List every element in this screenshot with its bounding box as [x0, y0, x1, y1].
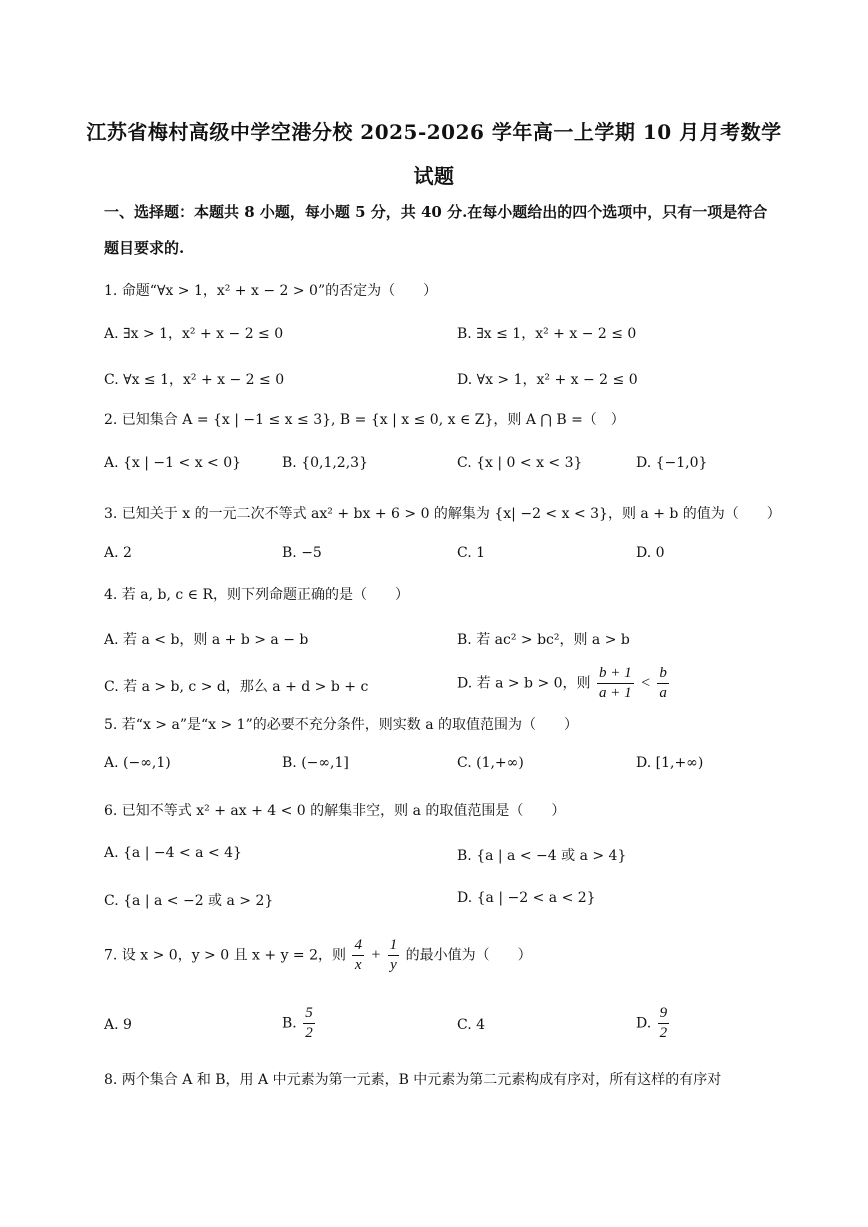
fraction-numerator: 1 [388, 936, 400, 956]
q1-option-a: A. ∃x > 1，x² + x − 2 ≤ 0 [104, 326, 284, 342]
q4d-relation: < [640, 674, 651, 692]
fraction-numerator: b [657, 664, 669, 684]
q4-option-a: A. 若 a < b，则 a + b > a − b [104, 632, 309, 648]
q4-option-c: C. 若 a > b, c > d，那么 a + d > b + c [104, 679, 369, 695]
q7-plus: + [370, 946, 382, 964]
page-title: 江苏省梅村高级中学空港分校 2025-2026 学年高一上学期 10 月月考数学 [86, 120, 782, 144]
fraction-numerator: 5 [303, 1004, 315, 1024]
q7-option-d [636, 1004, 671, 1043]
fraction-numerator: 4 [352, 936, 364, 956]
q7-option-d-label: D. [636, 1015, 652, 1032]
q3-option-d: D. 0 [636, 545, 665, 561]
fraction-numerator: 9 [658, 1004, 670, 1024]
q7-stem-end: 的最小值为（ ） [405, 947, 532, 964]
q7-option-a: A. 9 [104, 1017, 132, 1033]
q7-stem-start: 7. 设 x > 0，y > 0 且 x + y = 2，则 [104, 947, 347, 964]
q5-option-b: B. (−∞,1] [282, 755, 349, 771]
q7-fraction-1 [352, 936, 364, 975]
q7-option-b-label: B. [282, 1015, 297, 1032]
q5-option-d: D. [1,+∞) [636, 755, 704, 771]
q7b-fraction [303, 1004, 315, 1043]
section-heading: 一、选择题：本题共 8 小题，每小题 5 分，共 40 分.在每小题给出的四个选项中，只有一项是符合题目要求的. [104, 203, 768, 257]
question-2: 2. 已知集合 A = {x | −1 ≤ x ≤ 3}, B = {x | x ≤ 0, x ∈ Z}，则 A ⋂ B =（ ） [104, 412, 625, 428]
q6-option-c: C. {a | a < −2 或 a > 2} [104, 893, 274, 909]
question-3: 3. 已知关于 x 的一元二次不等式 ax² + bx + 6 > 0 的解集为 {x| −2 < x < 3}，则 a + b 的值为（ ） [104, 506, 781, 522]
q2-option-a: A. {x | −1 < x < 0} [104, 455, 242, 471]
q6-option-d: D. {a | −2 < a < 2} [457, 890, 596, 906]
q1-option-d: D. ∀x > 1，x² + x − 2 ≤ 0 [457, 372, 638, 388]
question-1: 1. 命题“∀x > 1，x² + x − 2 > 0”的否定为（ ） [104, 283, 438, 299]
q4-option-d [457, 664, 671, 703]
q4d-left-fraction [597, 664, 634, 703]
question-6: 6. 已知不等式 x² + ax + 4 < 0 的解集非空，则 a 的取值范围是（ ） [104, 803, 566, 819]
q7-option-b [282, 1004, 317, 1043]
fraction-numerator: b + 1 [597, 664, 634, 684]
q3-option-c: C. 1 [457, 545, 486, 561]
q7-option-c: C. 4 [457, 1017, 486, 1033]
fraction-denominator: 2 [659, 1025, 668, 1041]
q4-option-d-label: D. 若 a > b > 0，则 [457, 675, 591, 692]
q6-option-b: B. {a | a < −4 或 a > 4} [457, 848, 627, 864]
q7d-fraction [658, 1004, 670, 1043]
q5-option-a: A. (−∞,1) [104, 755, 171, 771]
q7-fraction-2 [388, 936, 400, 975]
q2-option-b: B. {0,1,2,3} [282, 455, 368, 471]
q6-option-a: A. {a | −4 < a < 4} [104, 845, 242, 861]
q2-option-d: D. {−1,0} [636, 455, 708, 471]
q1-option-b: B. ∃x ≤ 1，x² + x − 2 ≤ 0 [457, 326, 637, 342]
q3-option-b: B. −5 [282, 545, 322, 561]
fraction-denominator: y [390, 957, 397, 973]
question-5: 5. 若“x > a”是“x > 1”的必要不充分条件，则实数 a 的取值范围为（ ） [104, 717, 578, 733]
q4d-right-fraction [657, 664, 669, 703]
question-7 [104, 936, 784, 975]
fraction-denominator: a + 1 [599, 685, 632, 701]
q3-option-a: A. 2 [104, 545, 132, 561]
question-4: 4. 若 a, b, c ∈ R，则下列命题正确的是（ ） [104, 587, 410, 603]
q2-option-c: C. {x | 0 < x < 3} [457, 455, 583, 471]
fraction-denominator: x [354, 957, 362, 973]
q1-option-c: C. ∀x ≤ 1，x² + x − 2 ≤ 0 [104, 372, 285, 388]
q4-option-b: B. 若 ac² > bc²，则 a > b [457, 632, 630, 648]
question-8: 8. 两个集合 A 和 B，用 A 中元素为第一元素，B 中元素为第二元素构成有序对，所有这样的有序对 [104, 1072, 722, 1088]
fraction-denominator: a [659, 685, 667, 701]
page-title-line2: 试题 [413, 164, 455, 188]
fraction-denominator: 2 [305, 1025, 313, 1041]
q5-option-c: C. (1,+∞) [457, 755, 524, 771]
